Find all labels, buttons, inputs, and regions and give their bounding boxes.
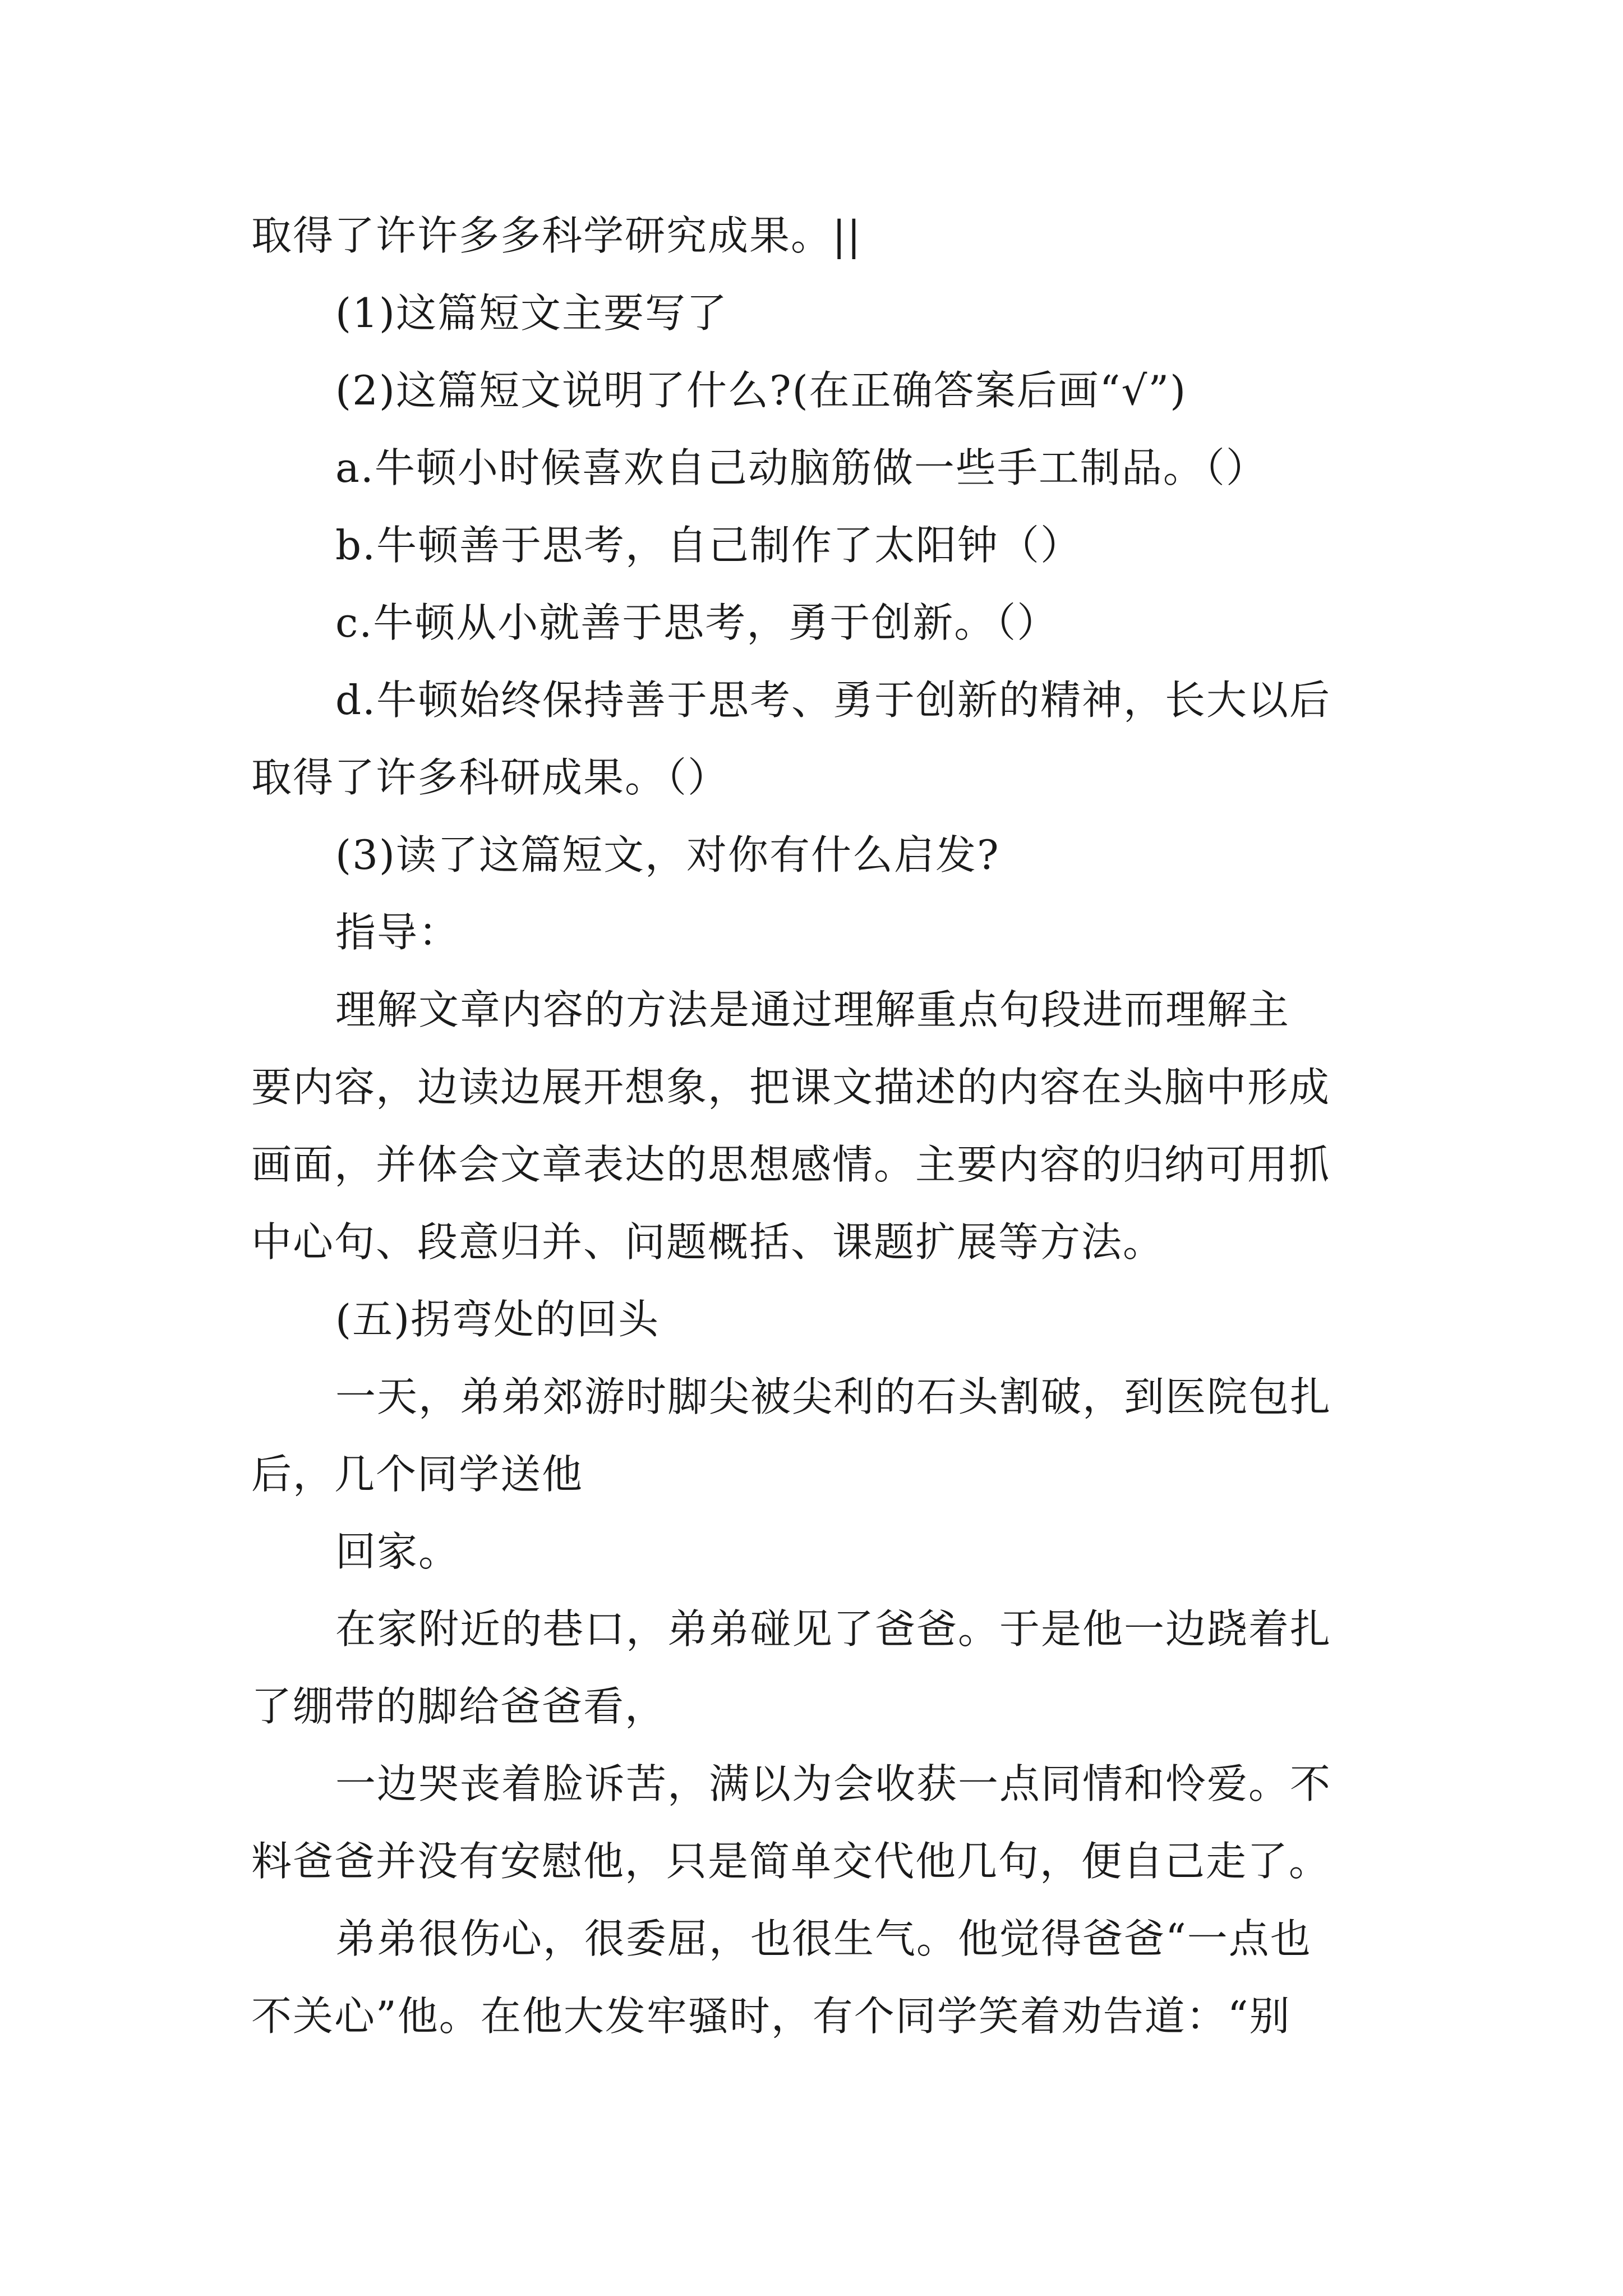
text-line: 后，几个同学送他 bbox=[251, 1451, 584, 1498]
question-2: (2)这篇短文说明了什么?(在正确答案后画“√”) bbox=[335, 367, 1187, 414]
option-c: c.牛顿从小就善于思考，勇于创新。（） bbox=[335, 599, 1059, 646]
question-1: (1)这篇短文主要写了 bbox=[335, 289, 728, 337]
text-line: 回家。 bbox=[335, 1528, 460, 1575]
question-3: (3)读了这篇短文，对你有什么启发? bbox=[335, 831, 1000, 878]
option-d: d.牛顿始终保持善于思考、勇于创新的精神，长大以后 bbox=[335, 677, 1331, 724]
option-a: a.牛顿小时候喜欢自己动脑筋做一些手工制品。（） bbox=[335, 444, 1267, 491]
guidance-heading: 指导： bbox=[335, 909, 460, 956]
text-line: 取得了许多科研成果。（） bbox=[251, 754, 730, 801]
text-line: 了绷带的脚给爸爸看， bbox=[251, 1683, 667, 1730]
text-line: 取得了许许多多科学研究成果。|| bbox=[251, 212, 862, 259]
text-line: 要内容，边读边展开想象，把课文描述的内容在头脑中形成 bbox=[251, 1064, 1331, 1111]
text-line: 在家附近的巷口，弟弟碰见了爸爸。于是他一边跷着扎 bbox=[335, 1605, 1332, 1653]
text-line: 弟弟很伤心，很委屈，也很生气。他觉得爸爸“一点也 bbox=[335, 1915, 1312, 1962]
text-line: 一边哭丧着脸诉苦，满以为会收获一点同情和怜爱。不 bbox=[335, 1760, 1332, 1807]
text-line: 画面，并体会文章表达的思想感情。主要内容的归纳可用抓 bbox=[251, 1141, 1331, 1188]
text-line: 料爸爸并没有安慰他，只是简单交代他几句，便自己走了。 bbox=[251, 1838, 1331, 1885]
text-line: 理解文章内容的方法是通过理解重点句段进而理解主 bbox=[335, 986, 1290, 1033]
text-line: 不关心”他。在他大发牢骚时，有个同学笑着劝告道：“别 bbox=[251, 1993, 1291, 2040]
text-line: 一天，弟弟郊游时脚尖被尖利的石头割破，到医院包扎 bbox=[335, 1373, 1332, 1420]
text-line: 中心句、段意归并、问题概括、课题扩展等方法。 bbox=[251, 1218, 1165, 1266]
section-title: (五)拐弯处的回头 bbox=[335, 1296, 660, 1343]
option-b: b.牛顿善于思考，自己制作了太阳钟（） bbox=[335, 522, 1082, 569]
